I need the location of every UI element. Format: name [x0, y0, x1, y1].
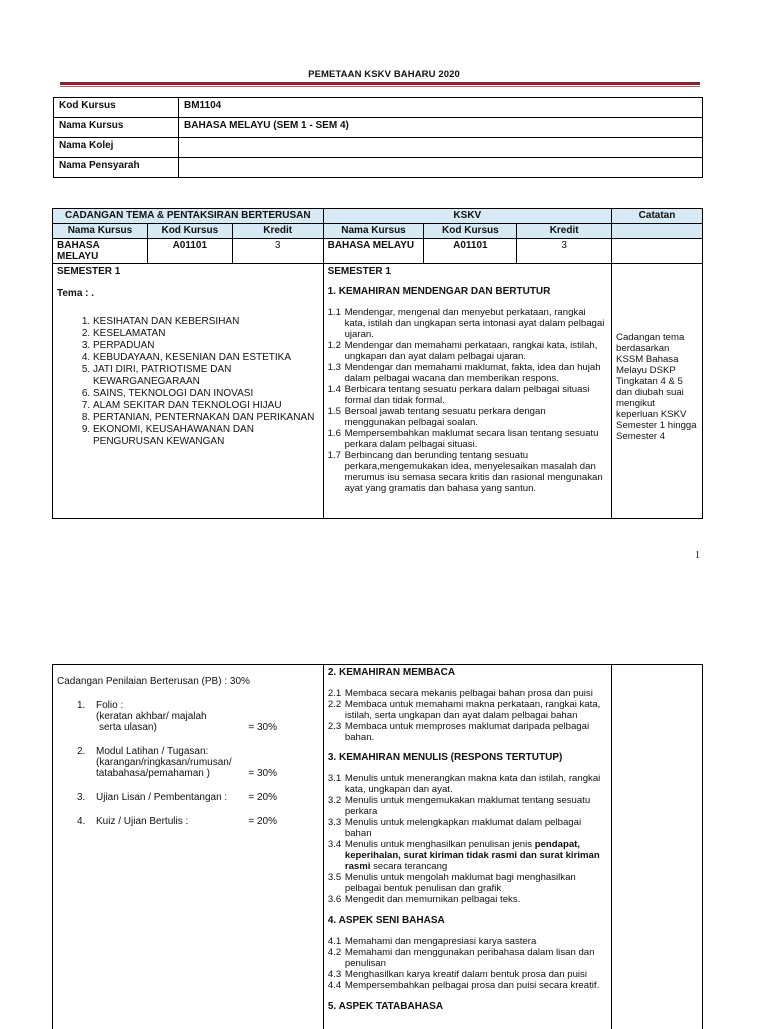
course-info-table — [53, 97, 703, 178]
item-text: Menulis untuk mengolah maklumat bagi menghasilkan pelbagai bentuk penulisan dan grafik — [345, 872, 576, 894]
list-item: 1. KESIHATAN DAN KEBERSIHAN — [93, 316, 319, 328]
list-item: 5. JATI DIRI, PATRIOTISME DAN KEWARGANEGARAAN — [93, 364, 319, 388]
info-row — [54, 158, 703, 178]
info-label: Nama Kolej — [54, 138, 179, 158]
list-item: 4. KEBUDAYAAN, KESENIAN DAN ESTETIKA — [93, 352, 319, 364]
header-catatan: Catatan — [612, 209, 703, 224]
pb-list — [57, 700, 277, 827]
section-title: 5. ASPEK TATABAHASA — [328, 1001, 607, 1012]
item-number: 4.2 — [328, 947, 341, 958]
item-number: 4.1 — [328, 936, 341, 947]
item-text: tatabahasa/pemahaman ) — [96, 768, 210, 779]
item-text: Mempersembahkan pelbagai prosa dan puisi secara kreatif. — [345, 980, 599, 991]
catatan-text: Cadangan tema berdasarkan KSSM Bahasa Melayu DSKP Tingkatan 4 & 5 dan diubah suai mengikut keperluan KSKV Semester 1 hingga Semester 4 — [616, 332, 698, 442]
title-rule-thin — [60, 86, 700, 87]
title-rule — [60, 82, 700, 85]
list-item: 6. SAINS, TEKNOLOGI DAN INOVASI — [93, 388, 319, 400]
subheader-kod-kursus: Kod Kursus — [424, 224, 517, 239]
item-number: 1.4 — [328, 384, 341, 395]
info-label: Kod Kursus — [54, 98, 179, 118]
item-number: 1.3 — [328, 362, 341, 373]
item-text: Membaca untuk memahami makna perkataan, rangkai kata, istilah, serta ungkapan dan ayat dalam pelbagai bahan — [345, 699, 600, 721]
document-title: PEMETAAN KSKV BAHARU 2020 — [0, 69, 768, 80]
subheader-kredit: Kredit — [232, 224, 323, 239]
item-number: 3.5 — [328, 872, 341, 883]
info-value — [179, 138, 703, 158]
list-item — [328, 450, 607, 494]
item-number: 3.4 — [328, 839, 341, 850]
item-text: Menulis untuk menghasilkan penulisan jenis — [345, 839, 535, 850]
item-percent: = 20% — [248, 816, 277, 827]
item-percent: = 30% — [248, 768, 277, 779]
item-text: secara terancang — [370, 861, 447, 872]
list-item — [328, 721, 607, 743]
header-tema: CADANGAN TEMA & PENTAKSIRAN BERTERUSAN — [53, 209, 324, 224]
item-number: 3.3 — [328, 817, 341, 828]
info-value: BAHASA MELAYU (SEM 1 - SEM 4) — [179, 118, 703, 138]
item-number: 3. — [77, 792, 85, 803]
catatan-cell — [612, 665, 703, 1029]
section-title: 2. KEMAHIRAN MEMBACA — [328, 667, 607, 678]
list-item — [328, 773, 607, 795]
item-number: 2.1 — [328, 688, 341, 699]
tema-cell — [53, 264, 324, 519]
section-title: 4. ASPEK SENI BAHASA — [328, 915, 607, 926]
item-text: Memahami dan menggunakan peribahasa dalam lisan dan penulisan — [345, 947, 595, 969]
item-text: Membaca secara mekanis pelbagai bahan prosa dan puisi — [345, 688, 593, 699]
list-item — [328, 307, 607, 340]
item-number: 1.5 — [328, 406, 341, 417]
item-number: 1.7 — [328, 450, 341, 461]
list-item: 9. EKONOMI, KEUSAHAWANAN DAN PENGURUSAN KEWANGAN — [93, 424, 319, 448]
item-text: (keratan akhbar/ majalah — [96, 711, 207, 722]
item-text: Berbincang dan berunding tentang sesuatu perkara,mengemukakan idea, menyelesaikan masalah dan merumus isu semasa secara kritis dan rasional mengunakan ayat yang gramatis dan bahasa yang santun. — [345, 450, 603, 494]
list-item — [328, 340, 607, 362]
item-text: Menulis untuk mengemukakan maklumat tentang sesuatu perkara — [345, 795, 590, 817]
info-value: BM1104 — [179, 98, 703, 118]
section-title: 1. KEMAHIRAN MENDENGAR DAN BERTUTUR — [328, 286, 607, 297]
list-item — [77, 700, 277, 733]
course-credit: 3 — [232, 239, 323, 264]
list-item — [77, 746, 277, 779]
assessment-table — [52, 664, 703, 1029]
item-text: Membaca untuk memproses maklumat daripada pelbagai bahan. — [345, 721, 589, 743]
pb-cell — [53, 665, 324, 1029]
item-text: Kuiz / Ujian Bertulis : — [96, 816, 188, 827]
item-number: 3.2 — [328, 795, 341, 806]
outcome-list — [328, 688, 607, 743]
item-text: Modul Latihan / Tugasan: — [96, 746, 208, 757]
item-number: 3.1 — [328, 773, 341, 784]
item-text: Menghasilkan karya kreatif dalam bentuk prosa dan puisi — [345, 969, 587, 980]
item-text: Mendengar dan memahami maklumat, fakta, idea dan hujah dalam pelbagai wacana dan memberikan respons. — [345, 362, 601, 384]
subheader-empty — [612, 224, 703, 239]
info-row — [54, 118, 703, 138]
list-item: 2. KESELAMATAN — [93, 328, 319, 340]
item-text: (karangan/ringkasan/rumusan/ — [96, 757, 232, 768]
item-number: 2.3 — [328, 721, 341, 732]
content-row — [53, 264, 703, 519]
item-text: serta ulasan) — [96, 722, 157, 733]
item-text: Folio : — [96, 700, 123, 711]
item-text: Mendengar dan memahami perkataan, rangkai kata, istilah, ungkapan dan ayat dalam pelbagai ujaran. — [345, 340, 598, 362]
list-item — [328, 795, 607, 817]
table-subheader-row — [53, 224, 703, 239]
page-number: 1 — [695, 550, 700, 561]
item-text: Mengedit dan memurnikan pelbagai teks. — [345, 894, 520, 905]
list-item — [328, 384, 607, 406]
list-item — [77, 816, 277, 827]
header-kskv: KSKV — [323, 209, 611, 224]
item-percent: = 30% — [248, 722, 277, 733]
course-code: A01101 — [147, 239, 232, 264]
item-text: Memahami dan mengapresiasi karya sastera — [345, 936, 536, 947]
course-name: BAHASA MELAYU — [53, 239, 148, 264]
item-number: 2.2 — [328, 699, 341, 710]
info-value — [179, 158, 703, 178]
info-label: Nama Pensyarah — [54, 158, 179, 178]
list-item: 3. PERPADUAN — [93, 340, 319, 352]
list-item — [77, 792, 277, 803]
list-item — [328, 980, 607, 991]
course-row — [53, 239, 703, 264]
item-text: Mendengar, mengenal dan menyebut perkataan, rangkai kata, istilah dan ungkapan serta intonasi ayat dalam pelbagai ujaran. — [345, 307, 605, 340]
list-item — [328, 969, 607, 980]
item-number: 1. — [77, 700, 85, 711]
subheader-nama-kursus: Nama Kursus — [323, 224, 424, 239]
list-item — [328, 839, 607, 872]
item-number: 1.2 — [328, 340, 341, 351]
item-number: 1.6 — [328, 428, 341, 439]
list-item — [328, 406, 607, 428]
section-title: 3. KEMAHIRAN MENULIS (RESPONS TERTUTUP) — [328, 752, 607, 763]
list-item — [328, 894, 607, 905]
list-item — [328, 947, 607, 969]
list-item: 8. PERTANIAN, PENTERNAKAN DAN PERIKANAN — [93, 412, 319, 424]
subheader-kredit: Kredit — [517, 224, 612, 239]
course-catatan-empty — [612, 239, 703, 264]
item-percent: = 20% — [248, 792, 277, 803]
info-label: Nama Kursus — [54, 118, 179, 138]
content-row — [53, 665, 703, 1029]
mapping-table — [52, 208, 703, 519]
info-row — [54, 138, 703, 158]
outcome-list — [328, 773, 607, 905]
item-text: Berbicara tentang sesuatu perkara dalam pelbagai situasi formal dan tidak formal. — [345, 384, 590, 406]
list-item — [328, 936, 607, 947]
info-row — [54, 98, 703, 118]
item-text: Mempersembahkan maklumat secara lisan tentang sesuatu perkara dalam pelbagai situasi. — [345, 428, 599, 450]
item-text: Menulis untuk menerangkan makna kata dan istilah, rangkai kata, ungkapan dan ayat. — [345, 773, 600, 795]
course-code: A01101 — [424, 239, 517, 264]
outcome-list — [328, 307, 607, 494]
item-number: 2. — [77, 746, 85, 757]
list-item — [328, 362, 607, 384]
item-number: 4. — [77, 816, 85, 827]
list-item — [328, 699, 607, 721]
tema-list — [57, 316, 319, 448]
item-number: 3.6 — [328, 894, 341, 905]
list-item — [328, 872, 607, 894]
pb-title: Cadangan Penilaian Berterusan (PB) : 30% — [57, 676, 319, 687]
subheader-nama-kursus: Nama Kursus — [53, 224, 148, 239]
kemahiran-cell — [323, 665, 611, 1029]
item-text: Menulis untuk melengkapkan maklumat dalam pelbagai bahan — [345, 817, 581, 839]
item-text: Ujian Lisan / Pembentangan : — [96, 792, 227, 803]
semester-label: SEMESTER 1 — [57, 266, 319, 277]
item-text: Bersoal jawab tentang sesuatu perkara dengan menggunakan pelbagai soalan. — [345, 406, 546, 428]
course-credit: 3 — [517, 239, 612, 264]
kskv-cell — [323, 264, 611, 519]
list-item — [328, 817, 607, 839]
outcome-list — [328, 936, 607, 991]
list-item — [328, 428, 607, 450]
item-number: 4.3 — [328, 969, 341, 980]
item-number: 4.4 — [328, 980, 341, 991]
list-item — [328, 688, 607, 699]
table-header-row — [53, 209, 703, 224]
item-text-bold: pendapat, keperihalan, surat kiriman tidak rasmi dan surat kiriman rasmi — [345, 839, 600, 872]
course-name: BAHASA MELAYU — [323, 239, 424, 264]
catatan-cell — [612, 264, 703, 519]
semester-label: SEMESTER 1 — [328, 266, 607, 277]
item-number: 1.1 — [328, 307, 341, 318]
subheader-kod-kursus: Kod Kursus — [147, 224, 232, 239]
list-item: 7. ALAM SEKITAR DAN TEKNOLOGI HIJAU — [93, 400, 319, 412]
tema-label: Tema : . — [57, 288, 319, 299]
